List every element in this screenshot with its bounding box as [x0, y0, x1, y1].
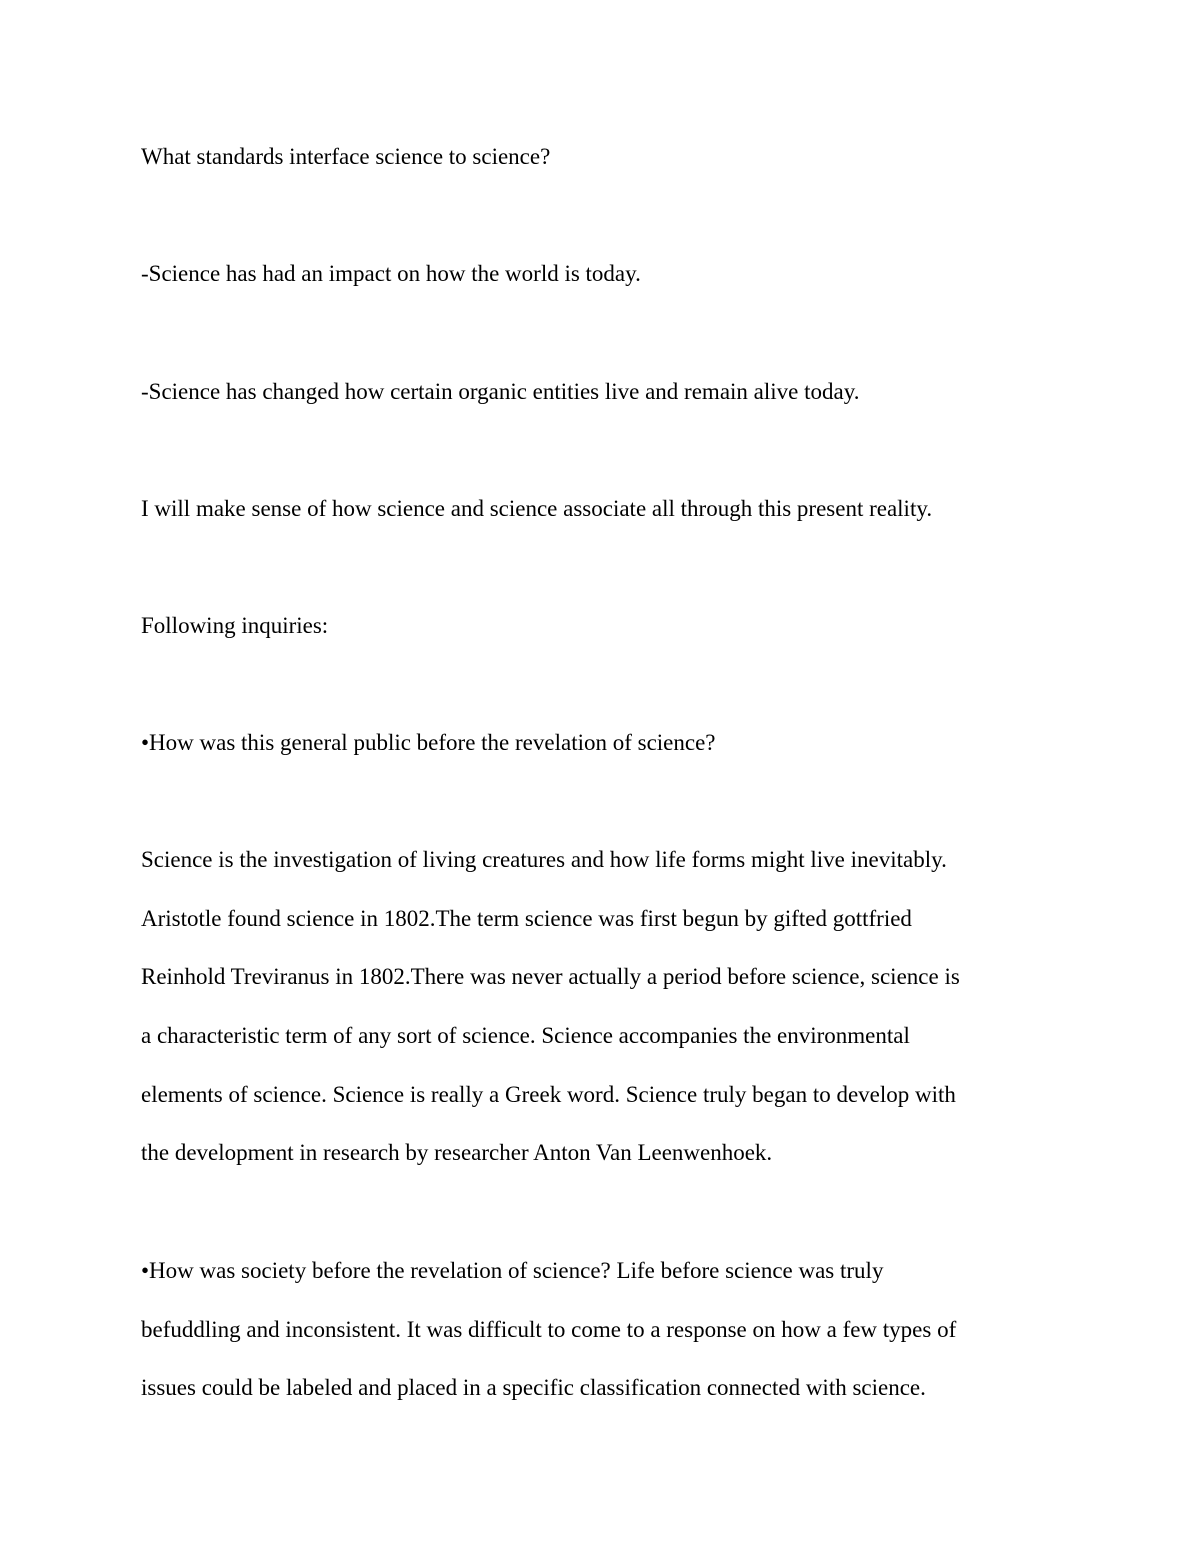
point-changed: -Science has changed how certain organic entities live and remain alive today.	[141, 379, 860, 404]
paragraph-1-line-1: Science is the investigation of living creatures and how life forms might live inevitably.	[141, 847, 947, 872]
bullet-question-1: •How was this general public before the revelation of science?	[141, 730, 716, 755]
paragraph-2-line-3: issues could be labeled and placed in a specific classification connected with science.	[141, 1375, 926, 1400]
inquiries-label: Following inquiries:	[141, 613, 329, 638]
paragraph-1-line-3: Reinhold Treviranus in 1802.There was never actually a period before science, science is	[141, 964, 960, 989]
paragraph-1-line-2: Aristotle found science in 1802.The term science was first begun by gifted gottfried	[141, 906, 912, 931]
paragraph-2-line-2: befuddling and inconsistent. It was difficult to come to a response on how a few types of	[141, 1317, 957, 1342]
paragraph-1-line-6: the development in research by researcher Anton Van Leenwenhoek.	[141, 1140, 773, 1165]
point-impact: -Science has had an impact on how the world is today.	[141, 261, 641, 286]
paragraph-1-line-5: elements of science. Science is really a Greek word. Science truly began to develop with	[141, 1082, 956, 1107]
thesis-statement: I will make sense of how science and science associate all through this present reality.	[141, 496, 933, 521]
paragraph-1-line-4: a characteristic term of any sort of science. Science accompanies the environmental	[141, 1023, 910, 1048]
heading-question: What standards interface science to science?	[141, 144, 551, 169]
paragraph-2-line-1: •How was society before the revelation of science? Life before science was truly	[141, 1258, 884, 1283]
